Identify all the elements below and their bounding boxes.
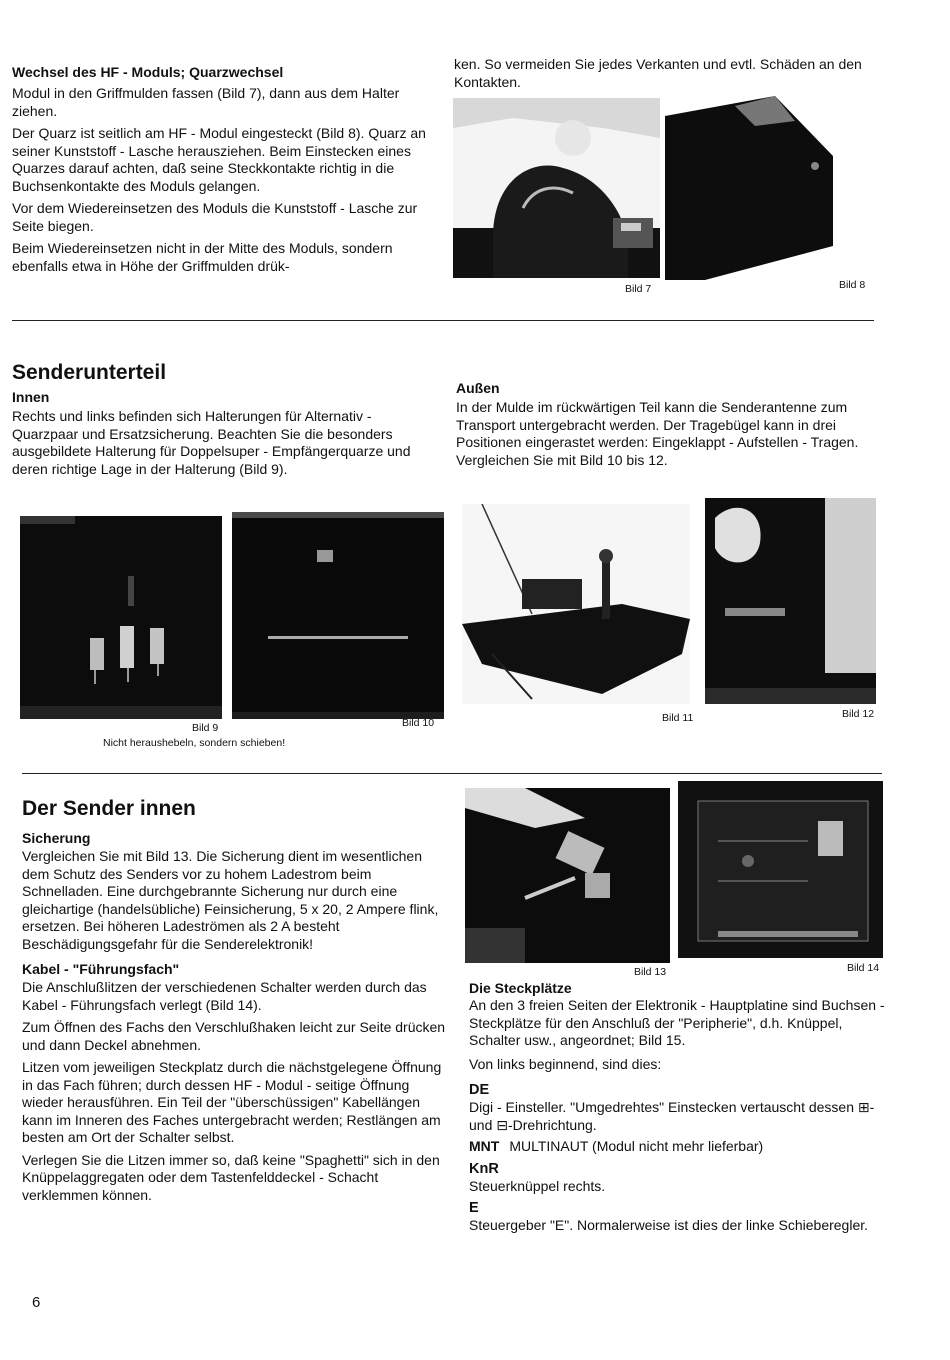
photo-bild-13: [465, 788, 670, 963]
paragraph: Die Anschlußlitzen der verschiedenen Schalter werden durch das Kabel - Führungsfach verlegt (Bild 14).: [22, 979, 427, 1013]
caption-bild-8: Bild 8: [839, 279, 866, 291]
paragraph: Zum Öffnen des Fachs den Verschlußhaken leicht zur Seite drücken und dann Deckel abnehmen.: [22, 1019, 446, 1053]
sicherung-text: Vergleichen Sie mit Bild 13. Die Sicherung dient im wesentlichen dem Schutz des Senders vor zu hohem Ladestrom beim Schnelladen. Eine durchgebrannte Sicherung nur durch eine gleichartige (handelsübliche) Feinsicherung, 5 x 20, 2 Ampere flink, ersetzen. Bei höheren Ladeströmen als 2 A besteht Beschädigungsgefahr für die Senderelektronik!: [22, 848, 439, 952]
photo-bild-12: [705, 498, 876, 704]
caption-bild-10: Bild 10: [402, 717, 435, 729]
page-number: 6: [32, 1294, 41, 1311]
heading-kabel: Kabel - "Führungsfach": [22, 961, 180, 977]
paragraph: Verlegen Sie die Litzen immer so, daß keine "Spaghetti" sich in den Knüppelaggregaten oder dem Tastenfelddeckel - Schacht verklemmen können.: [22, 1151, 440, 1203]
label-de: DE: [469, 1082, 490, 1098]
paragraph: Modul in den Griffmulden fassen (Bild 7), dann aus dem Halter ziehen.: [12, 85, 400, 119]
text-de: Digi - Einsteller. "Umgedrehtes" Einstecken vertauscht dessen ⊞- und ⊟-Drehrichtung.: [469, 1099, 875, 1133]
section-hf-module: [12, 64, 432, 280]
photo-bild-8: [665, 96, 833, 280]
heading-innen: Innen: [12, 389, 50, 405]
aussen-text: In der Mulde im rückwärtigen Teil kann die Senderantenne zum Transport untergebracht werden. Der Tragebügel kann in drei Positionen eingerastet werden: Eingeklappt - Aufstellen - Tragen. Vergleichen Sie mit Bild 10 bis 12.: [456, 399, 859, 468]
divider: [12, 320, 874, 321]
text-knr: Steuerknüppel rechts.: [469, 1177, 606, 1194]
photo-bild-10: [232, 512, 444, 719]
section-innen: [12, 389, 436, 478]
title-senderunterteil: Senderunterteil: [12, 361, 167, 384]
steckplaetze-intro: An den 3 freien Seiten der Elektronik - Hauptplatine sind Buchsen - Steckplätze für den Anschluß der "Peripherie", d.h. Knüppel, Schalter usw., angeordnet; Bild 15.: [469, 997, 885, 1048]
photo-bild-9: [20, 516, 222, 719]
section-steckplaetze: [469, 980, 889, 1239]
paragraph: Litzen vom jeweiligen Steckplatz durch die nächstgelegene Öffnung in das Fach führen; durch dessen HF - Modul - seitige Öffnung wieder herausführen. Ein Teil der "überschüssigen" Kabellängen kann im Inneren des Faches untergebracht werden; Restlängen am besten am Ort der Schalter selbst.: [22, 1059, 442, 1145]
text-e: Steuergeber "E". Normalerweise ist dies der linke Schieberegler.: [469, 1217, 869, 1233]
label-knr: KnR: [469, 1160, 499, 1177]
caption-bild-7: Bild 7: [625, 283, 652, 295]
caption-bild-14: Bild 14: [847, 962, 880, 974]
caption-bild-12: Bild 12: [842, 708, 875, 720]
title-der-sender-innen: Der Sender innen: [22, 797, 196, 820]
label-mnt: MNT: [469, 1138, 500, 1154]
section-sicherung: [22, 830, 448, 1209]
innen-text: Rechts und links befinden sich Halterungen für Alternativ - Quarzpaar und Ersatzsicherung. Beachten Sie die besonders ausgebildete Halterung für Doppelsuper - Empfängerquarze und deren richtige Lage in der Halterung (Bild 9).: [12, 408, 411, 477]
paragraph: Der Quarz ist seitlich am HF - Modul eingesteckt (Bild 8). Quarz an seiner Kunststoff - Lasche herausziehen. Beim Einstecken eines Quarzes darauf achten, daß seine Steckkontakte richtig in die Buchsenkontakte des Moduls gelangen.: [12, 125, 426, 194]
hf-module-continuation: ken. So vermeiden Sie jedes Verkanten und evtl. Schäden an den Kontakten.: [454, 56, 862, 90]
paragraph: Beim Wiedereinsetzen nicht in der Mitte des Moduls, sondern ebenfalls etwa in Höhe der Griffmulden drük-: [12, 240, 393, 274]
heading-hf-module: Wechsel des HF - Moduls; Quarzwechsel: [12, 64, 284, 80]
heading-sicherung: Sicherung: [22, 830, 91, 846]
photo-bild-14: [678, 781, 883, 958]
caption-bild-9-note: Nicht heraushebeln, sondern schieben!: [103, 737, 286, 749]
steckplaetze-lead: Von links beginnend, sind dies:: [469, 1055, 662, 1072]
caption-bild-9: Bild 9: [192, 722, 219, 734]
divider: [22, 773, 882, 774]
kabel-text: [22, 979, 448, 1204]
photo-bild-7: [453, 98, 660, 278]
photo-bild-11: [462, 504, 690, 704]
caption-bild-11: Bild 11: [662, 712, 694, 724]
paragraph: Vor dem Wiedereinsetzen des Moduls die Kunststoff - Lasche zur Seite biegen.: [12, 200, 418, 234]
section-aussen: [456, 380, 876, 469]
text-mnt: MULTINAUT (Modul nicht mehr lieferbar): [509, 1138, 764, 1154]
hf-module-text: [12, 85, 432, 275]
heading-steckplaetze: Die Steckplätze: [469, 980, 572, 996]
row-mnt: [469, 1138, 889, 1156]
caption-bild-13: Bild 13: [634, 966, 667, 978]
heading-aussen: Außen: [456, 380, 500, 396]
label-e: E: [469, 1200, 479, 1216]
